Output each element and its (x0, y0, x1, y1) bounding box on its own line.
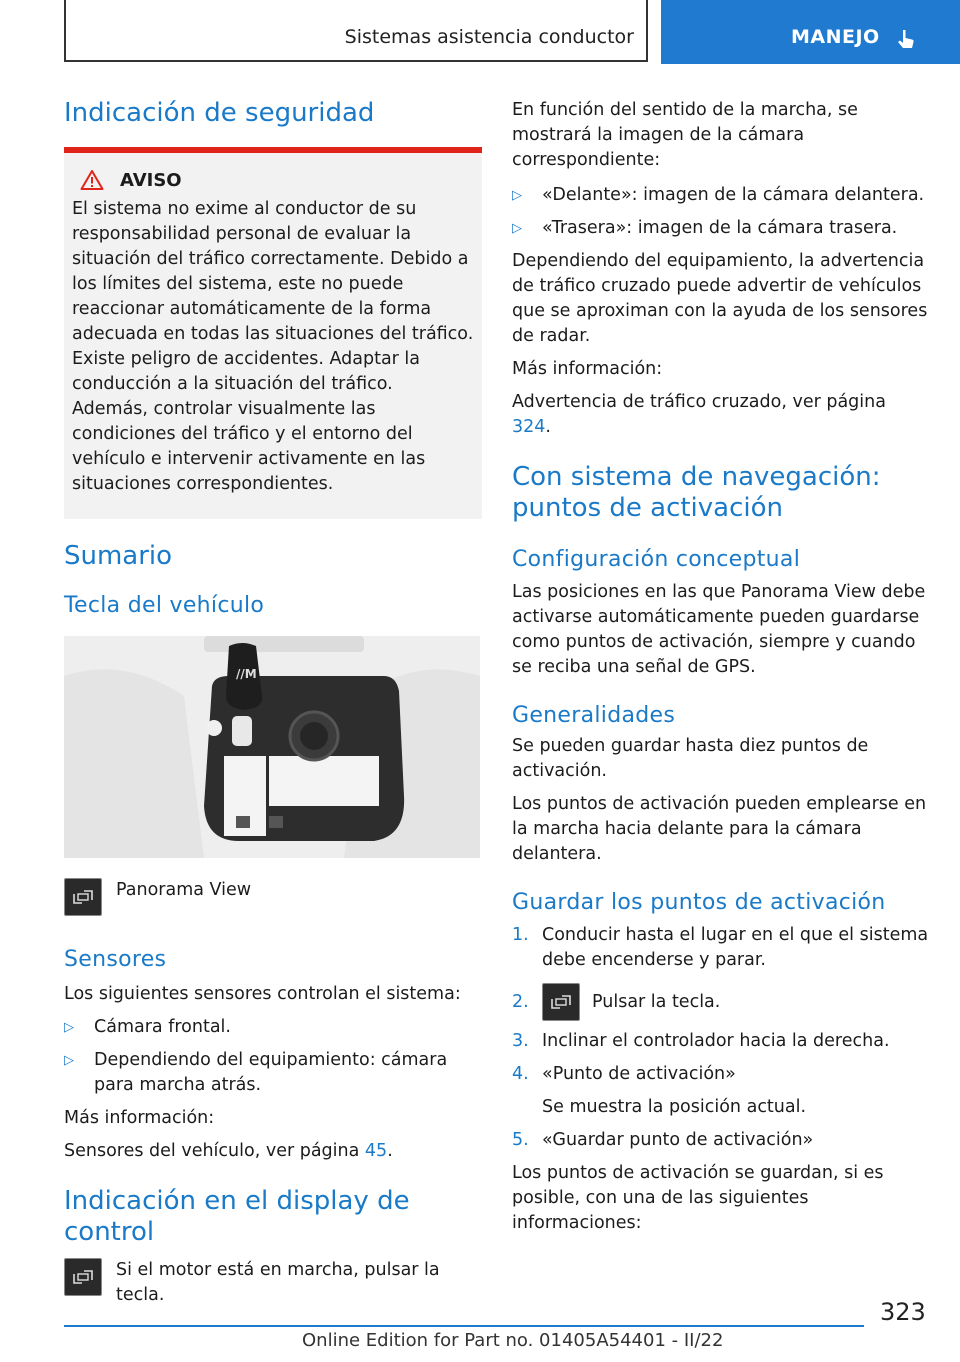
step-number: 2. (512, 991, 529, 1012)
camera-item-text: «Delante»: imagen de la cámara delantera. (542, 185, 925, 205)
hand-pointer-icon (895, 28, 917, 50)
camera-item (512, 183, 930, 208)
svg-text://M: //M (236, 667, 257, 681)
step-number: 5. (512, 1130, 529, 1150)
general-text-2: Los puntos de activación pueden emplearse en la marcha hacia delante para la cámara delantera. (512, 794, 927, 864)
step-item (512, 923, 930, 973)
right-column (512, 98, 930, 1236)
step-number: 1. (512, 925, 529, 945)
heading-general: Generalidades (512, 703, 676, 728)
header-chapter-label: MANEJO (791, 26, 880, 48)
sensors-intro: Los siguientes sensores controlan el sistema: (64, 984, 461, 1004)
sensors-reference: Sensores del vehículo, ver página 45. (64, 1141, 393, 1161)
panorama-view-key-icon (542, 983, 580, 1021)
camera-item (512, 216, 930, 241)
more-info-label: Más información: (64, 1108, 215, 1128)
heading-save-points: Guardar los puntos de activación (512, 890, 886, 915)
heading-display: Indicación en el display de control (64, 1186, 410, 1247)
more-info-label: Más información: (512, 359, 663, 379)
step-text: Pulsar la tecla. (592, 991, 721, 1012)
heading-concept: Configuración conceptual (512, 547, 801, 572)
sensor-item-text: Cámara frontal. (94, 1017, 231, 1037)
warning-triangle-icon (80, 169, 104, 191)
cross-traffic-reference-text: Advertencia de tráfico cruzado, ver página (512, 392, 886, 412)
step-item (512, 1128, 930, 1153)
display-instruction-text: Si el motor está en marcha, pulsar la tecla. (116, 1260, 440, 1305)
step-text: «Guardar punto de activación» (542, 1130, 814, 1150)
warning-title: AVISO (120, 169, 182, 191)
sensor-item (64, 1048, 482, 1098)
step-text: Conducir hasta el lugar en el que el sistema debe encenderse y parar. (542, 925, 929, 970)
bullet-triangle-icon: ▷ (64, 1020, 74, 1035)
step-text: Inclinar el controlador hacia la derecha. (542, 1031, 890, 1051)
camera-item-text: «Trasera»: imagen de la cámara trasera. (542, 218, 898, 238)
camera-intro: En función del sentido de la marcha, se mostrará la imagen de la cámara correspondiente: (512, 100, 858, 170)
bullet-triangle-icon: ▷ (512, 221, 522, 236)
heading-summary: Sumario (64, 541, 173, 571)
cross-traffic-text: Dependiendo del equipamiento, la advertencia de tráfico cruzado puede advertir de vehículos que se aproximan con la ayuda de los sensores de radar. (512, 251, 928, 346)
step-item (512, 1062, 930, 1120)
step-text: «Punto de activación» (542, 1064, 736, 1084)
step-item (512, 983, 930, 1021)
page-number: 323 (880, 1298, 926, 1326)
key-legend-label: Panorama View (116, 880, 252, 900)
footer-divider (64, 1325, 864, 1327)
heading-navigation: Con sistema de navegación: puntos de activación (512, 462, 881, 523)
center-console-photo (64, 636, 480, 858)
general-text-1: Se pueden guardar hasta diez puntos de activación. (512, 736, 869, 781)
step-subtext: Se muestra la posición actual. (542, 1097, 807, 1117)
sensors-reference-text: Sensores del vehículo, ver página (64, 1141, 365, 1161)
cross-traffic-page-link[interactable]: 324 (512, 417, 546, 437)
header-chapter-tab (661, 0, 960, 64)
step-number: 4. (512, 1064, 529, 1084)
heading-vehicle-key: Tecla del vehículo (64, 593, 265, 618)
sensor-item-text: Dependiendo del equipamiento: cámara para marcha atrás. (94, 1050, 448, 1095)
key-legend (64, 878, 482, 916)
header-section-box (64, 0, 648, 62)
panorama-view-key-icon (64, 1258, 102, 1296)
step-number: 3. (512, 1031, 529, 1051)
header-section-title: Sistemas asistencia conductor (344, 26, 634, 48)
cross-traffic-reference: Advertencia de tráfico cruzado, ver página 324. (512, 392, 886, 437)
closing-text: Los puntos de activación se guardan, si es posible, con una de las siguientes informaciones: (512, 1163, 884, 1233)
edition-label: Online Edition for Part no. 01405A54401 - II/22 (302, 1330, 724, 1351)
heading-sensors: Sensores (64, 947, 167, 972)
display-instruction (64, 1258, 482, 1308)
center-console-illustration (64, 636, 480, 858)
warning-text: El sistema no exime al conductor de su responsabilidad personal de evaluar la situación del tráfico correctamente. Debido a los límites del sistema, este no puede reaccionar automáticamente de la forma adecuada en todas las situaciones del tráfico. Existe peligro de accidentes. Adaptar la conducción a la situación del tráfico. Además, controlar visualmente las condiciones del tráfico y el entorno del vehículo e intervenir activamente en las situaciones correspondientes. (72, 199, 474, 494)
step-item (512, 1029, 930, 1054)
left-column (64, 98, 482, 1308)
sensor-item (64, 1015, 482, 1040)
heading-safety: Indicación de seguridad (64, 98, 375, 128)
sensors-page-link[interactable]: 45 (364, 1141, 388, 1161)
bullet-triangle-icon: ▷ (64, 1053, 74, 1068)
concept-text: Las posiciones en las que Panorama View debe activarse automáticamente pueden guardarse como puntos de activación, siempre y cuando se reciba una señal de GPS. (512, 582, 926, 677)
panorama-view-key-icon (64, 878, 102, 916)
warning-box (64, 147, 482, 519)
bullet-triangle-icon: ▷ (512, 188, 522, 203)
warning-header (80, 169, 474, 191)
